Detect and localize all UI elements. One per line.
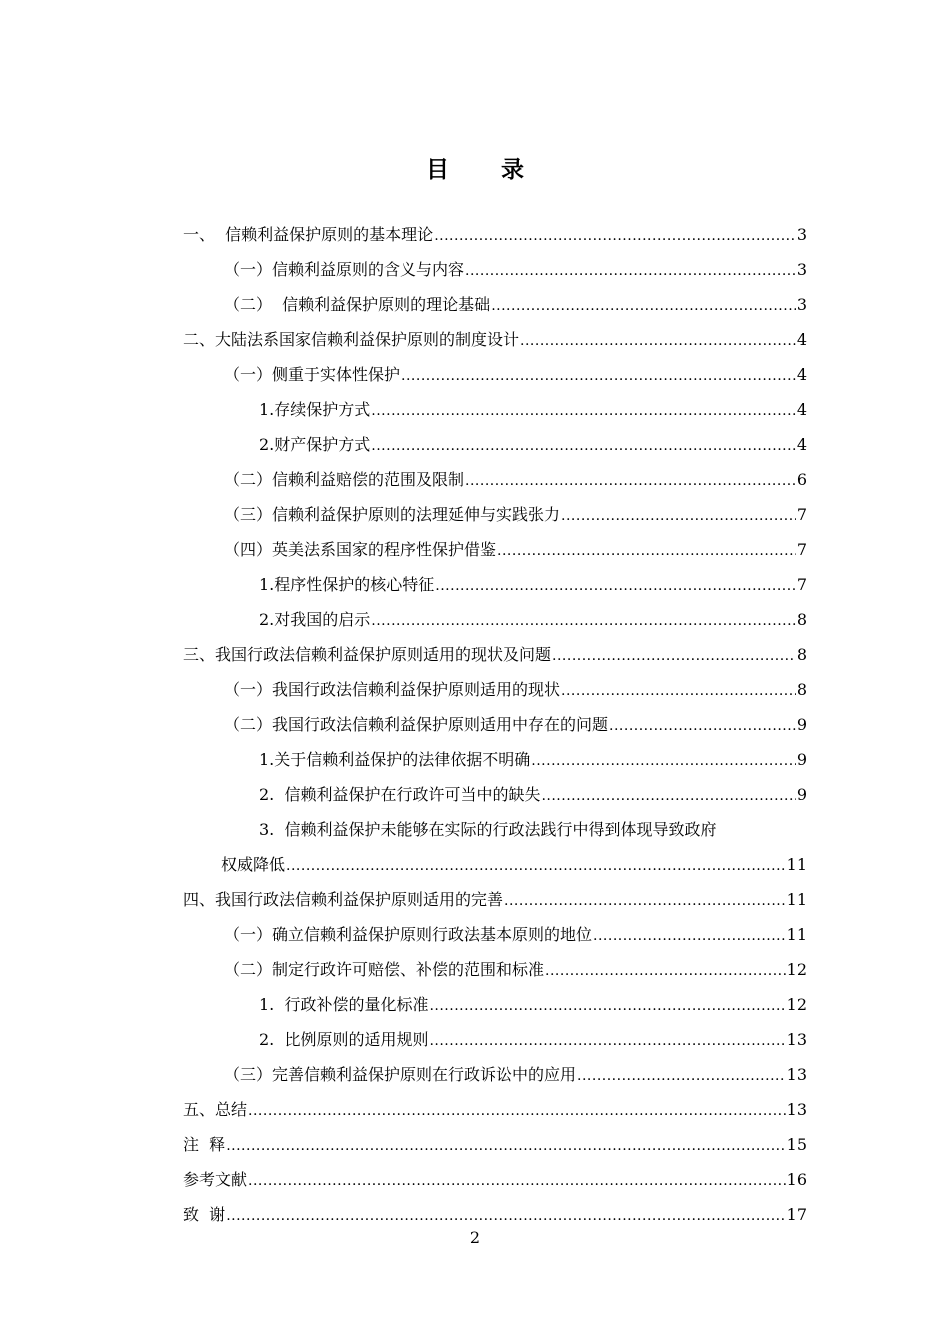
toc-entry-label: 五、总结	[183, 1100, 248, 1119]
toc-leader-dots	[593, 919, 786, 954]
toc-entry-page: 4	[796, 365, 807, 384]
toc-entry[interactable]	[183, 882, 807, 917]
toc-entry-label: 四、我国行政法信赖利益保护原则适用的完善	[183, 890, 504, 909]
toc-entry[interactable]	[183, 357, 807, 392]
toc-leader-dots	[497, 534, 796, 569]
toc-entry-page: 7	[796, 575, 807, 594]
toc-entry-page: 8	[796, 645, 807, 664]
toc-leader-dots	[226, 1129, 785, 1164]
toc-leader-dots	[561, 499, 796, 534]
toc-entry[interactable]	[183, 1162, 807, 1197]
table-of-contents	[183, 217, 807, 1232]
toc-entry[interactable]	[183, 987, 807, 1022]
toc-entry-label: 2. 信赖利益保护在行政许可当中的缺失	[259, 785, 541, 804]
toc-leader-dots	[491, 289, 796, 324]
page-number: 2	[469, 1228, 481, 1247]
toc-entry-label: 2.财产保护方式	[259, 435, 371, 454]
toc-entry-label: 2.对我国的启示	[259, 610, 371, 629]
toc-entry[interactable]	[183, 567, 807, 602]
toc-leader-dots	[465, 254, 796, 289]
toc-entry[interactable]	[183, 602, 807, 637]
toc-entry-label: （一）我国行政法信赖利益保护原则适用的现状	[224, 680, 561, 699]
toc-entry-page: 15	[786, 1135, 807, 1154]
toc-entry-page: 4	[796, 400, 807, 419]
toc-entry-label: （三）完善信赖利益保护原则在行政诉讼中的应用	[224, 1065, 577, 1084]
toc-entry-label: 一、 信赖利益保护原则的基本理论	[183, 225, 434, 244]
toc-entry-page: 12	[786, 995, 807, 1014]
toc-entry-page: 4	[796, 330, 807, 349]
toc-entry-page: 9	[796, 750, 807, 769]
toc-entry[interactable]	[183, 1092, 807, 1127]
page-title: 目 录	[425, 157, 546, 183]
toc-entry-label: （一）侧重于实体性保护	[224, 365, 401, 384]
toc-entry[interactable]	[183, 217, 807, 252]
toc-entry[interactable]	[183, 1127, 807, 1162]
toc-entry-page: 7	[796, 505, 807, 524]
toc-entry-label: （四）英美法系国家的程序性保护借鉴	[224, 540, 497, 559]
toc-leader-dots	[577, 1059, 786, 1094]
toc-entry-label: 1.存续保护方式	[259, 400, 371, 419]
toc-entry-label: 3. 信赖利益保护未能够在实际的行政法践行中得到体现导致政府	[259, 820, 717, 839]
toc-entry-label: 三、我国行政法信赖利益保护原则适用的现状及问题	[183, 645, 552, 664]
toc-entry[interactable]	[183, 742, 807, 777]
toc-entry[interactable]	[183, 287, 807, 322]
toc-leader-dots	[401, 359, 796, 394]
toc-leader-dots	[531, 744, 796, 779]
toc-entry-label: 二、大陆法系国家信赖利益保护原则的制度设计	[183, 330, 520, 349]
toc-entry-page: 16	[786, 1170, 807, 1189]
toc-entry-page: 9	[796, 715, 807, 734]
toc-leader-dots	[465, 464, 796, 499]
toc-entry-page: 6	[796, 470, 807, 489]
toc-entry[interactable]	[183, 917, 807, 952]
toc-entry[interactable]	[183, 707, 807, 742]
toc-entry[interactable]	[183, 392, 807, 427]
toc-entry-page: 11	[786, 855, 807, 874]
toc-entry[interactable]	[183, 427, 807, 462]
toc-leader-dots	[286, 849, 786, 884]
toc-entry[interactable]	[183, 252, 807, 287]
toc-entry-label: （二）我国行政法信赖利益保护原则适用中存在的问题	[224, 715, 609, 734]
toc-leader-dots	[545, 954, 786, 989]
toc-entry[interactable]	[183, 462, 807, 497]
toc-leader-dots	[609, 709, 796, 744]
toc-entry-label: 注 释	[183, 1135, 226, 1154]
toc-entry[interactable]	[183, 1022, 807, 1057]
toc-entry[interactable]	[183, 637, 807, 672]
toc-entry-wrapped[interactable]	[183, 812, 807, 847]
toc-leader-dots	[248, 1094, 786, 1129]
toc-leader-dots	[504, 884, 786, 919]
toc-entry-label: 1.关于信赖利益保护的法律依据不明确	[259, 750, 531, 769]
toc-leader-dots	[520, 324, 796, 359]
toc-leader-dots	[429, 989, 785, 1024]
toc-entry-page: 11	[786, 890, 807, 909]
toc-entry-page: 13	[786, 1065, 807, 1084]
toc-leader-dots	[552, 639, 796, 674]
toc-leader-dots	[429, 1024, 785, 1059]
toc-entry-page: 8	[796, 680, 807, 699]
toc-entry[interactable]	[183, 1057, 807, 1092]
toc-entry[interactable]	[183, 497, 807, 532]
toc-entry-label: 参考文献	[183, 1170, 248, 1189]
toc-entry-page: 12	[786, 960, 807, 979]
toc-entry-label: 致 谢	[183, 1205, 226, 1224]
toc-entry[interactable]	[183, 672, 807, 707]
toc-entry-label: 1. 行政补偿的量化标准	[259, 995, 429, 1014]
toc-leader-dots	[248, 1164, 786, 1199]
toc-entry[interactable]	[183, 532, 807, 567]
toc-leader-dots	[434, 219, 796, 254]
toc-leader-dots	[541, 779, 795, 814]
toc-entry-page: 3	[796, 295, 807, 314]
toc-entry-page: 17	[786, 1205, 807, 1224]
toc-entry[interactable]	[183, 322, 807, 357]
toc-entry-label-continuation: 权威降低	[221, 855, 286, 874]
toc-entry-label: 2. 比例原则的适用规则	[259, 1030, 429, 1049]
toc-entry-label: （三）信赖利益保护原则的法理延伸与实践张力	[224, 505, 561, 524]
toc-entry-label: 1.程序性保护的核心特征	[259, 575, 435, 594]
toc-leader-dots	[371, 429, 796, 464]
toc-entry-page: 13	[786, 1100, 807, 1119]
toc-entry[interactable]	[183, 952, 807, 987]
toc-entry-page: 11	[786, 925, 807, 944]
toc-leader-dots	[561, 674, 796, 709]
toc-leader-dots	[371, 604, 796, 639]
toc-leader-dots	[435, 569, 796, 604]
toc-entry-label: （一）信赖利益原则的含义与内容	[224, 260, 465, 279]
toc-entry-label: （二）信赖利益赔偿的范围及限制	[224, 470, 465, 489]
toc-entry-label: （一）确立信赖利益保护原则行政法基本原则的地位	[224, 925, 593, 944]
toc-entry-page: 7	[796, 540, 807, 559]
toc-entry-continuation[interactable]	[183, 847, 807, 882]
toc-leader-dots	[371, 394, 796, 429]
toc-entry-page: 9	[796, 785, 807, 804]
toc-entry-page: 3	[796, 225, 807, 244]
toc-entry-page: 13	[786, 1030, 807, 1049]
toc-entry-page: 3	[796, 260, 807, 279]
toc-entry-page: 4	[796, 435, 807, 454]
toc-entry-label: （二）制定行政许可赔偿、补偿的范围和标准	[224, 960, 545, 979]
toc-entry-label: （二） 信赖利益保护原则的理论基础	[224, 295, 491, 314]
toc-entry-page: 8	[796, 610, 807, 629]
toc-entry[interactable]	[183, 777, 807, 812]
